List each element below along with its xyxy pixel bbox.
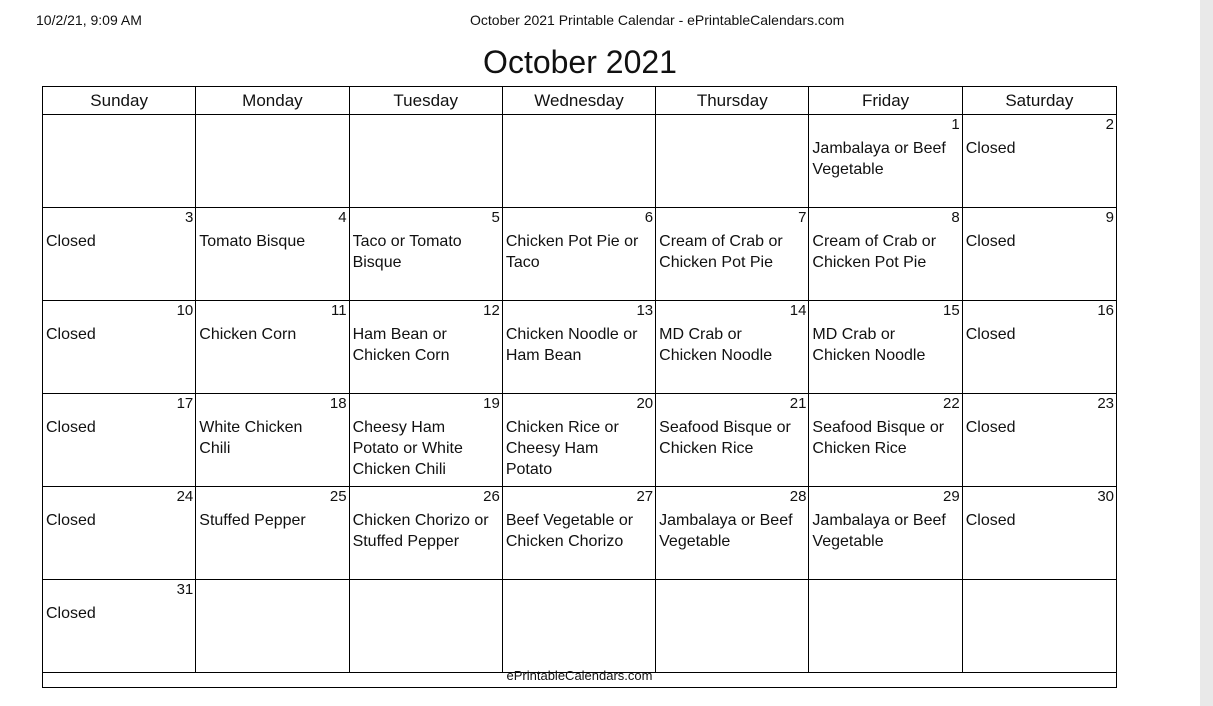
day-number: 19 [483,395,500,412]
weekday-sunday: Sunday [43,87,196,114]
menu-line: Jambalaya or Beef [812,512,946,529]
day-cell [809,487,962,579]
menu-line: MD Crab or [659,326,742,343]
menu-text [353,324,500,366]
day-number: 5 [491,209,500,226]
day-cell [809,394,962,486]
day-cell [350,115,503,207]
menu-text [506,510,653,552]
calendar-weeks [43,115,1116,673]
day-cell [656,301,809,393]
menu-text [659,417,806,459]
menu-text [46,417,193,438]
menu-line: Stuffed Pepper [199,512,306,529]
day-cell [196,394,349,486]
menu-line: Chicken Noodle [812,347,926,364]
menu-line: Closed [965,326,1016,343]
menu-text [659,510,806,552]
day-number: 29 [943,488,960,505]
menu-line: Stuffed Pepper [352,533,460,550]
day-number: 15 [943,302,960,319]
day-cell [963,394,1116,486]
scrollbar-track[interactable] [1200,0,1213,706]
weekday-monday: Monday [196,87,349,114]
day-cell [350,394,503,486]
weekday-saturday: Saturday [1005,91,1074,110]
day-cell [350,580,503,672]
day-cell [503,394,656,486]
menu-text [812,138,959,180]
menu-text [659,324,806,366]
menu-text [966,231,1114,252]
menu-text [46,510,193,531]
day-cell [350,301,503,393]
day-cell [350,487,503,579]
day-number: 16 [1097,302,1114,319]
calendar-title: October 2021 [483,44,677,80]
menu-line: Closed [965,140,1016,157]
menu-line: Chicken Chili [352,461,446,478]
week-row [43,208,1116,301]
day-number: 14 [789,302,807,319]
menu-line: Seafood Bisque or [659,419,791,436]
day-cell [43,487,196,579]
day-number: 8 [951,209,960,226]
menu-line: Chicken Corn [352,347,450,364]
menu-text [199,324,346,345]
day-number: 11 [330,302,347,319]
menu-line: Chicken Rice or [505,419,619,436]
menu-line: Ham Bean or [352,326,447,343]
menu-line: Chicken Pot Pie [659,254,773,271]
menu-line: Jambalaya or Beef [812,140,946,157]
menu-text [506,417,653,480]
day-cell [503,487,656,579]
day-number: 25 [329,488,347,505]
weekday-friday: Friday [809,87,962,114]
weekday-tuesday: Tuesday [350,87,503,114]
menu-text [46,231,193,252]
day-cell [809,208,962,300]
day-cell [196,208,349,300]
week-row [43,115,1116,208]
menu-line: Chicken Rice [659,440,754,457]
day-cell [656,208,809,300]
menu-line: Seafood Bisque or [812,419,945,436]
day-cell [656,487,809,579]
menu-text [659,231,806,273]
day-cell [963,301,1116,393]
menu-line: Vegetable [812,533,884,550]
menu-line: MD Crab or [812,326,896,343]
week-row [43,580,1116,673]
day-cell [503,115,656,207]
menu-line: Cream of Crab or [812,233,937,250]
menu-line: Vegetable [812,161,884,178]
menu-text [506,324,653,366]
menu-text [966,510,1114,531]
day-cell [963,208,1116,300]
day-cell [43,301,196,393]
day-cell [196,580,349,672]
print-date: 10/2/21, 9:09 AM [36,12,142,28]
menu-text [812,231,959,273]
menu-line: Potato [505,461,553,478]
day-cell [656,394,809,486]
menu-line: Chicken Rice [812,440,907,457]
menu-line: Chicken Pot Pie [812,254,927,271]
day-number: 10 [176,302,194,319]
menu-text [966,417,1114,438]
menu-line: Closed [46,605,96,622]
day-cell [503,301,656,393]
day-number: 21 [789,395,807,412]
menu-line: Tomato Bisque [199,233,306,250]
weekday-wednesday: Wednesday [503,87,656,114]
menu-text [966,138,1114,159]
menu-line: Vegetable [659,533,731,550]
menu-line: Cheesy Ham [505,440,599,457]
menu-line: Closed [46,419,96,436]
menu-text [812,417,959,459]
menu-line: Jambalaya or Beef [659,512,793,529]
menu-line: Chicken Pot Pie or [505,233,639,250]
menu-text [353,510,500,552]
menu-text [46,324,193,345]
menu-line: White Chicken [199,419,303,436]
day-cell [196,115,349,207]
menu-line: Cheesy Ham [352,419,446,436]
day-cell [809,115,962,207]
day-cell [43,580,196,672]
day-cell [809,301,962,393]
menu-line: Closed [965,419,1016,436]
day-cell [43,115,196,207]
day-cell [809,580,962,672]
week-row [43,487,1116,580]
menu-line: Chili [199,440,231,457]
week-row [43,301,1116,394]
day-number: 9 [1105,209,1114,226]
day-cell [656,115,809,207]
day-number: 13 [636,302,654,319]
menu-line: Taco [505,254,540,271]
day-cell [656,580,809,672]
menu-line: Closed [46,233,96,250]
day-number: 12 [483,302,500,319]
day-number: 1 [951,116,960,133]
day-number: 17 [176,395,194,412]
menu-line: Closed [965,512,1016,529]
day-cell [350,208,503,300]
menu-line: Chicken Chorizo or [352,512,489,529]
menu-line: Potato or White [352,440,463,457]
menu-text [812,324,959,366]
day-cell [963,487,1116,579]
day-number: 30 [1097,488,1114,505]
menu-text [199,510,346,531]
calendar-grid [42,86,1117,688]
menu-text [46,603,193,624]
day-cell [196,487,349,579]
menu-text [506,231,653,273]
day-number: 27 [636,488,654,505]
day-number: 22 [943,395,960,412]
day-number: 6 [644,209,654,226]
menu-line: Chicken Noodle or [505,326,638,343]
menu-line: Chicken Chorizo [505,533,624,550]
day-number: 23 [1097,395,1114,412]
day-number: 2 [1105,116,1114,133]
day-cell [503,580,656,672]
week-row [43,394,1116,487]
day-cell [43,394,196,486]
day-number: 26 [483,488,500,505]
menu-text [199,417,346,459]
day-cell [196,301,349,393]
menu-line: Bisque [352,254,402,271]
day-number: 20 [636,395,654,412]
menu-line: Chicken Noodle [659,347,773,364]
day-number: 3 [184,209,194,226]
day-number: 24 [176,488,194,505]
menu-line: Ham Bean [505,347,582,364]
day-cell [503,208,656,300]
day-cell [963,115,1116,207]
menu-line: Closed [46,512,96,529]
day-cell [43,208,196,300]
menu-line: Beef Vegetable or [505,512,634,529]
calendar-footer: ePrintableCalendars.com [506,668,653,683]
day-cell [963,580,1116,672]
day-number: 31 [176,581,194,598]
day-number: 18 [329,395,347,412]
day-number: 7 [798,209,807,226]
menu-text [812,510,959,552]
menu-text [353,417,500,480]
menu-line: Closed [46,326,96,343]
menu-text [966,324,1114,345]
menu-text [199,231,346,252]
weekday-header-row [43,87,1116,115]
menu-text [353,231,500,273]
weekday-thursday: Thursday [656,87,809,114]
menu-line: Closed [965,233,1016,250]
menu-line: Chicken Corn [199,326,297,343]
print-header: October 2021 Printable Calendar - ePrintableCalendars.com [470,12,845,28]
day-number: 28 [789,488,807,505]
menu-line: Cream of Crab or [659,233,783,250]
menu-line: Taco or Tomato [352,233,462,250]
day-number: 4 [338,209,347,226]
